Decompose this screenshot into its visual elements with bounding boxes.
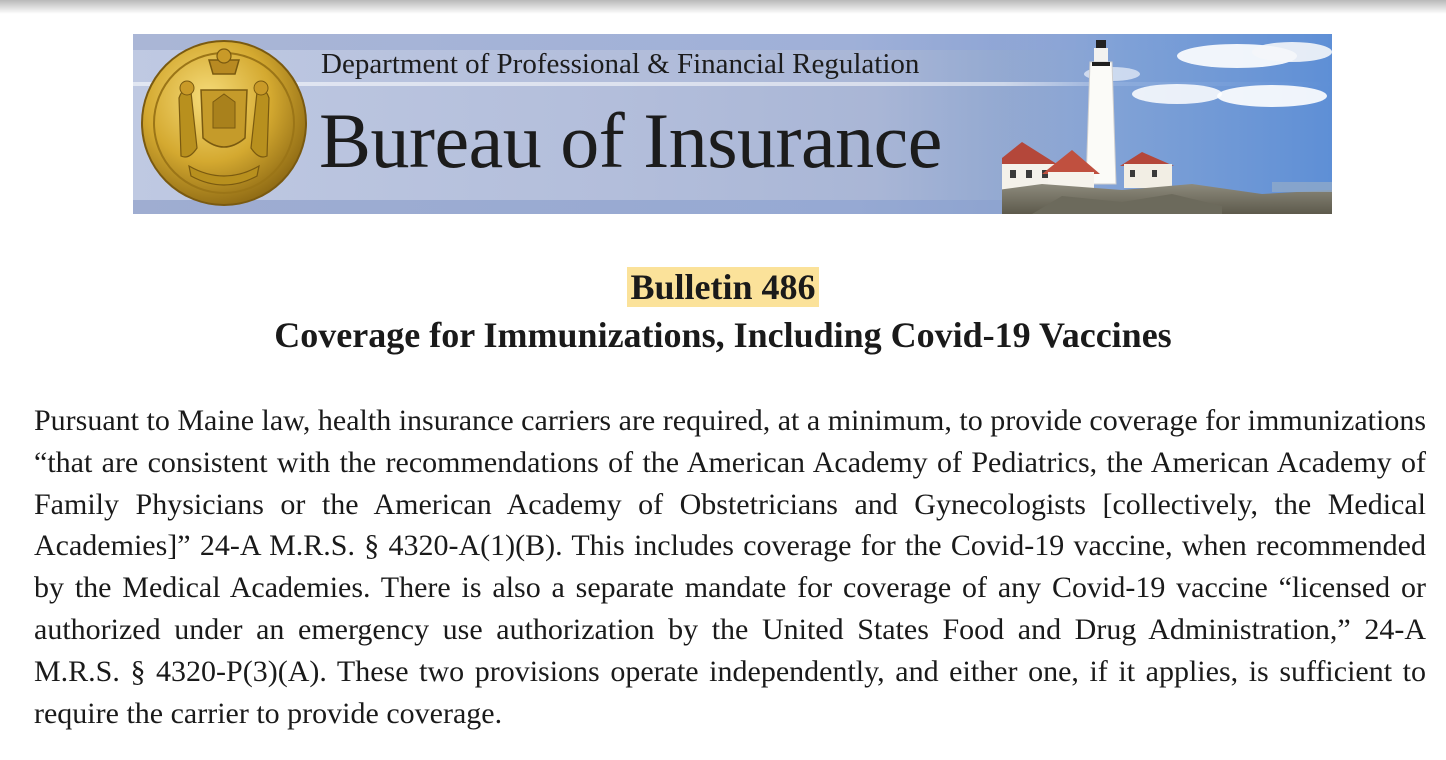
header-banner xyxy=(133,34,1332,214)
bulletin-number xyxy=(0,266,1446,308)
body-paragraph: Pursuant to Maine law, health insurance carriers are required, at a minimum, to provide coverage for immunizations “that are consistent with the recommendations of the American Academy of Pediatrics, the American Academy of Family Physicians or the American Academy of Obstetricians and Gynecologists [collectively, the Medical Academies]” 24-A M.R.S. § 4320-A(1)(B). This includes coverage for the Covid-19 vaccine, when recommended by the Medical Academies. There is also a separate mandate for coverage of any Covid-19 vaccine “licensed or authorized under an emergency use authorization by the United States Food and Drug Administration,” 24-A M.R.S. § 4320-P(3)(A). These two provisions operate independently, and either one, if it applies, is sufficient to require the carrier to provide coverage. xyxy=(34,404,1426,730)
bulletin-subject: Coverage for Immunizations, Including Covid-19 Vaccines xyxy=(274,315,1172,355)
bulletin-number-text: Bulletin 486 xyxy=(627,267,818,307)
department-name: Department of Professional & Financial Regulation xyxy=(321,48,920,80)
maine-state-seal-icon xyxy=(139,38,309,208)
lighthouse-photo xyxy=(1002,34,1332,214)
top-edge-shadow xyxy=(0,0,1446,14)
bureau-title: Bureau of Insurance xyxy=(319,97,942,184)
